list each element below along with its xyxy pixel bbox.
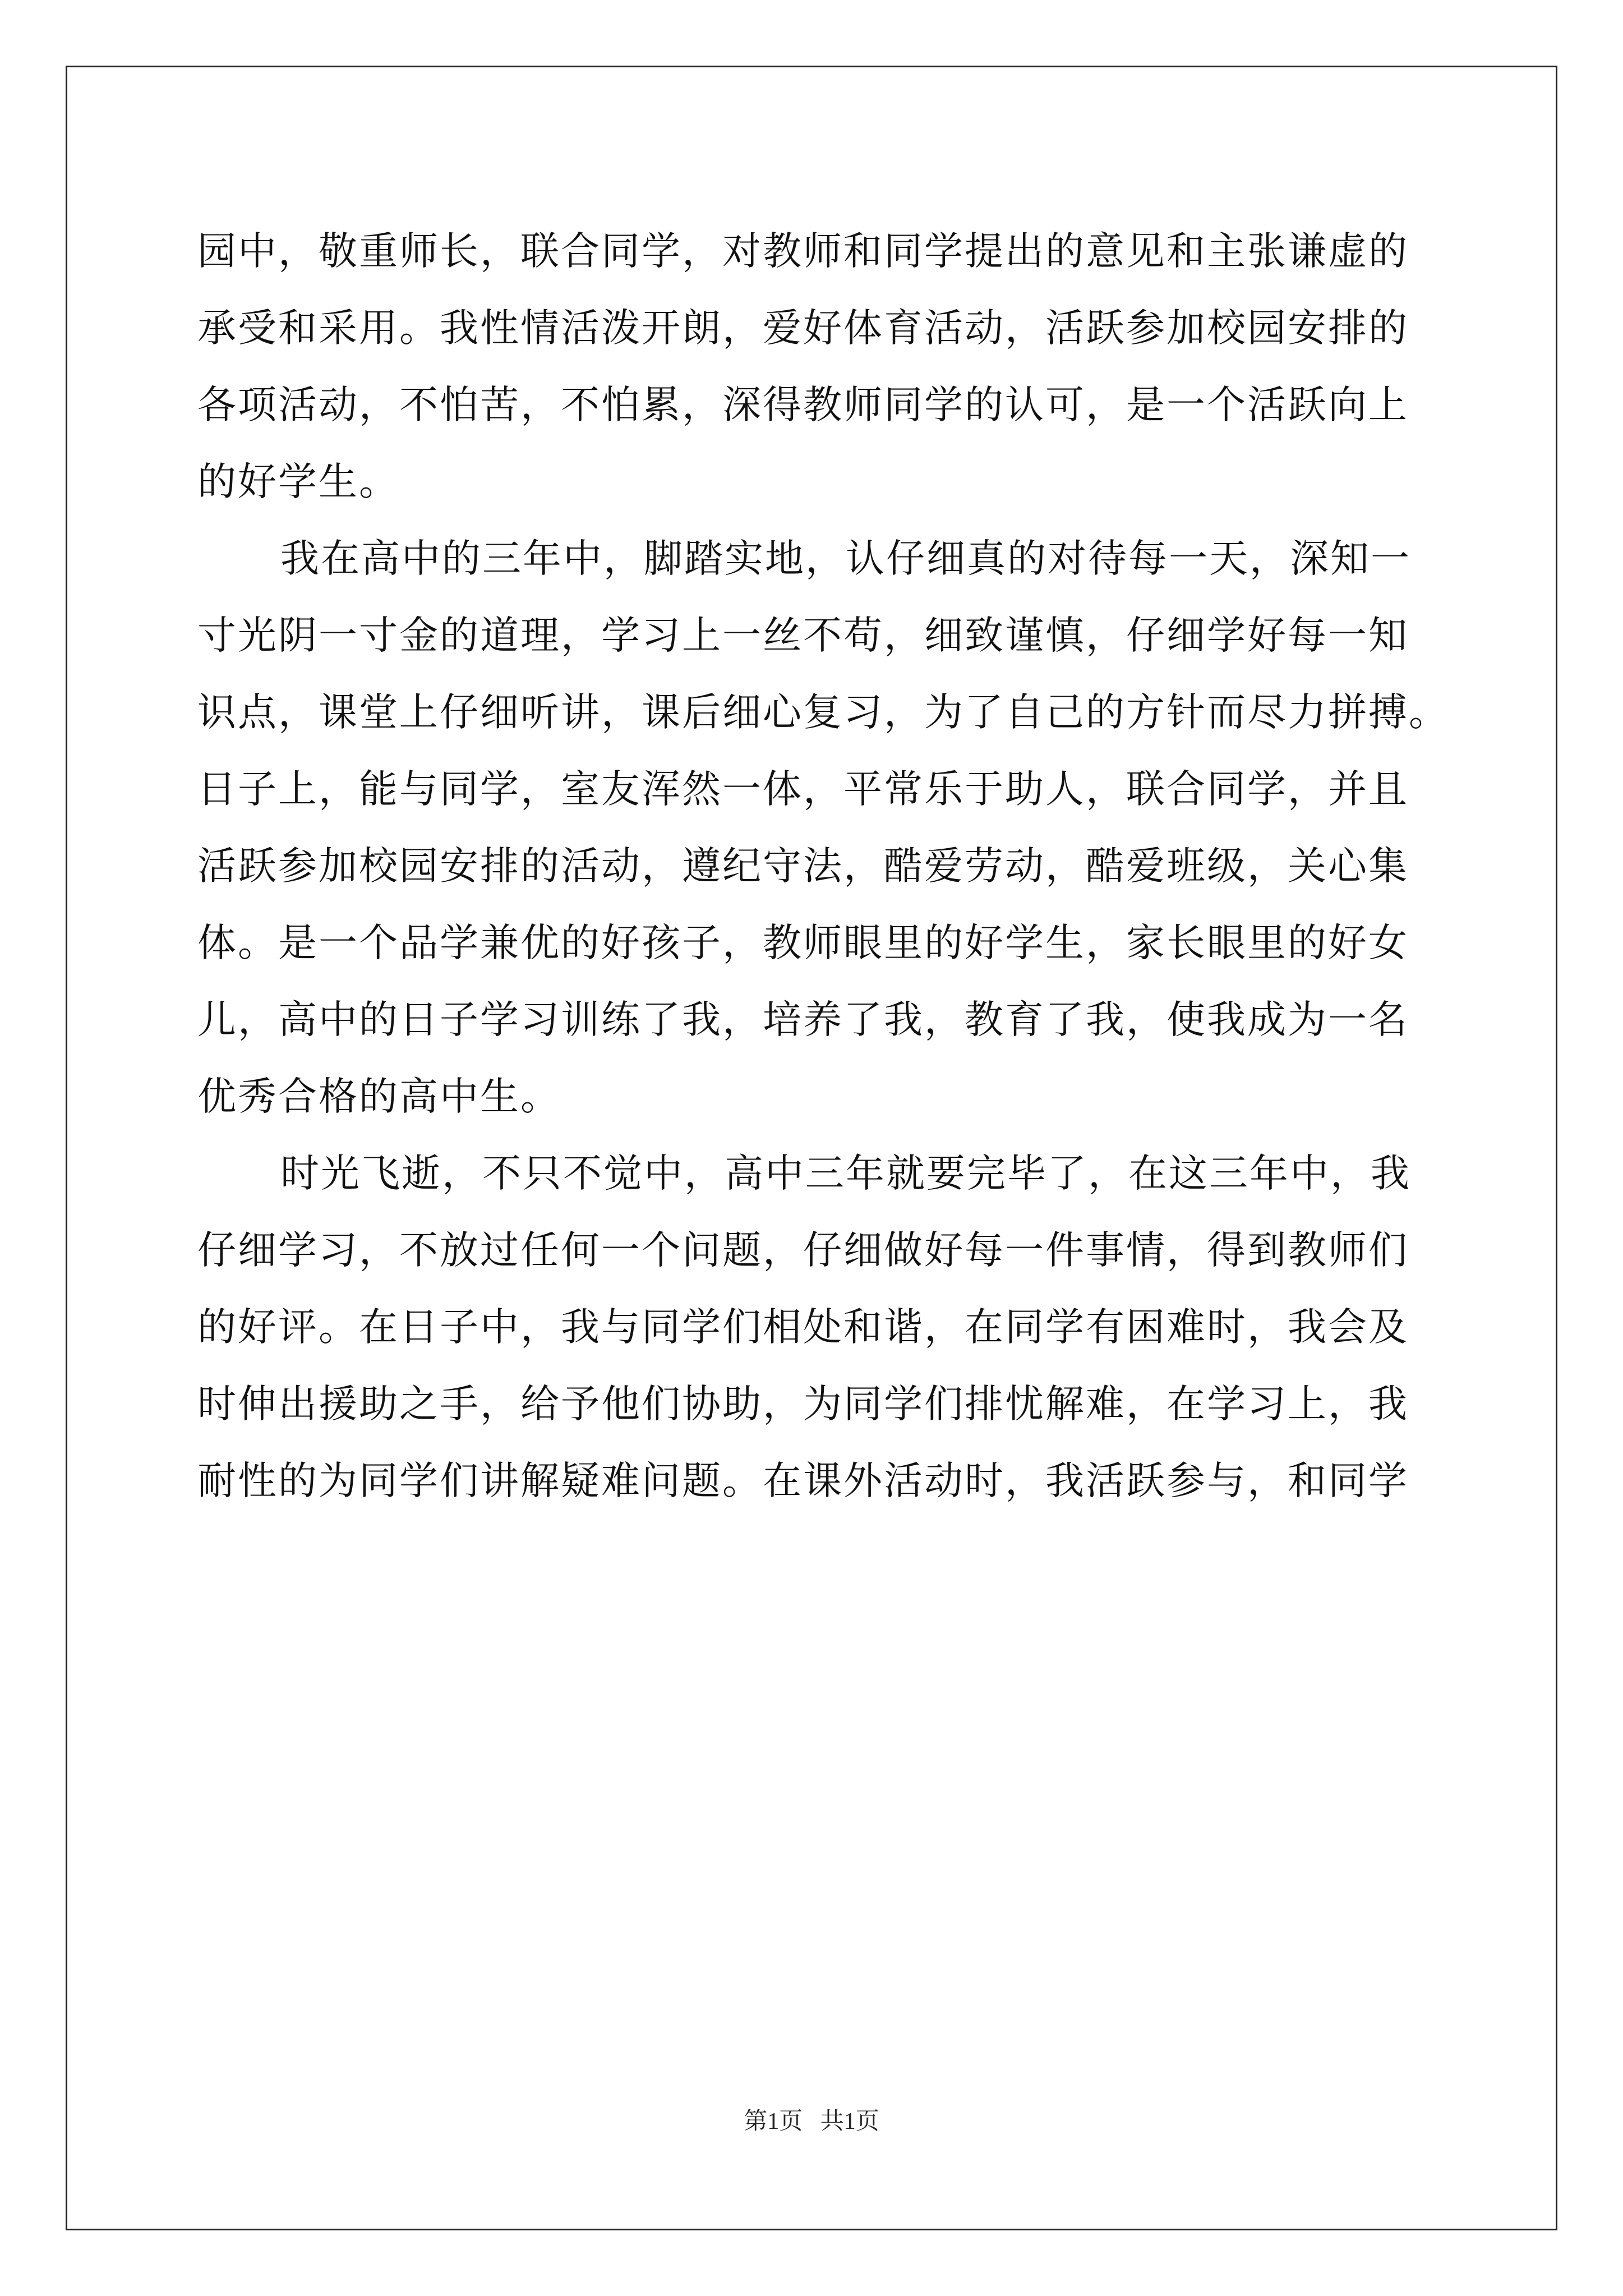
text-line: 儿，高中的日子学习训练了我，培养了我，教育了我，使我成为一名 (197, 997, 1409, 1042)
document-body (197, 213, 1449, 1520)
text-line: 寸光阴一寸金的道理，学习上一丝不苟，细致谨慎，仔细学好每一知 (197, 613, 1409, 658)
text-line: 承受和采用。我性情活泼开朗，爱好体育活动，活跃参加校园安排的 (197, 306, 1409, 351)
text-line: 园中，敬重师长，联合同学，对教师和同学提出的意见和主张谦虚的 (197, 229, 1409, 274)
paragraph-first-line: 时光飞逝，不只不觉中，高中三年就要完毕了，在这三年中，我 (280, 1151, 1411, 1196)
text-line: 仔细学习，不放过任何一个问题，仔细做好每一件事情，得到教师们 (197, 1228, 1409, 1273)
text-line: 耐性的为同学们讲解疑难问题。在课外活动时，我活跃参与，和同学 (197, 1458, 1409, 1503)
text-line: 时伸出援助之手，给予他们协助，为同学们排忧解难，在学习上，我 (197, 1382, 1409, 1427)
text-line: 的好学生。 (197, 459, 399, 504)
text-line: 活跃参加校园安排的活动，遵纪守法，酷爱劳动，酷爱班级，关心集 (197, 844, 1409, 889)
text-line: 日子上，能与同学，室友浑然一体，平常乐于助人，联合同学，并且 (197, 767, 1409, 812)
paragraph-first-line: 我在高中的三年中，脚踏实地，认仔细真的对待每一天，深知一 (280, 536, 1411, 581)
page-number-footer: 第1页 共1页 (744, 2109, 879, 2134)
text-line: 识点，课堂上仔细听讲，课后细心复习，为了自己的方针而尽力拼搏。 (197, 690, 1449, 735)
text-line: 各项活动，不怕苦，不怕累，深得教师同学的认可，是一个活跃向上 (197, 383, 1409, 427)
text-line: 优秀合格的高中生。 (197, 1074, 561, 1119)
text-line: 体。是一个品学兼优的好孩子，教师眼里的好学生，家长眼里的好女 (197, 921, 1409, 965)
text-line: 的好评。在日子中，我与同学们相处和谐，在同学有困难时，我会及 (197, 1305, 1409, 1350)
